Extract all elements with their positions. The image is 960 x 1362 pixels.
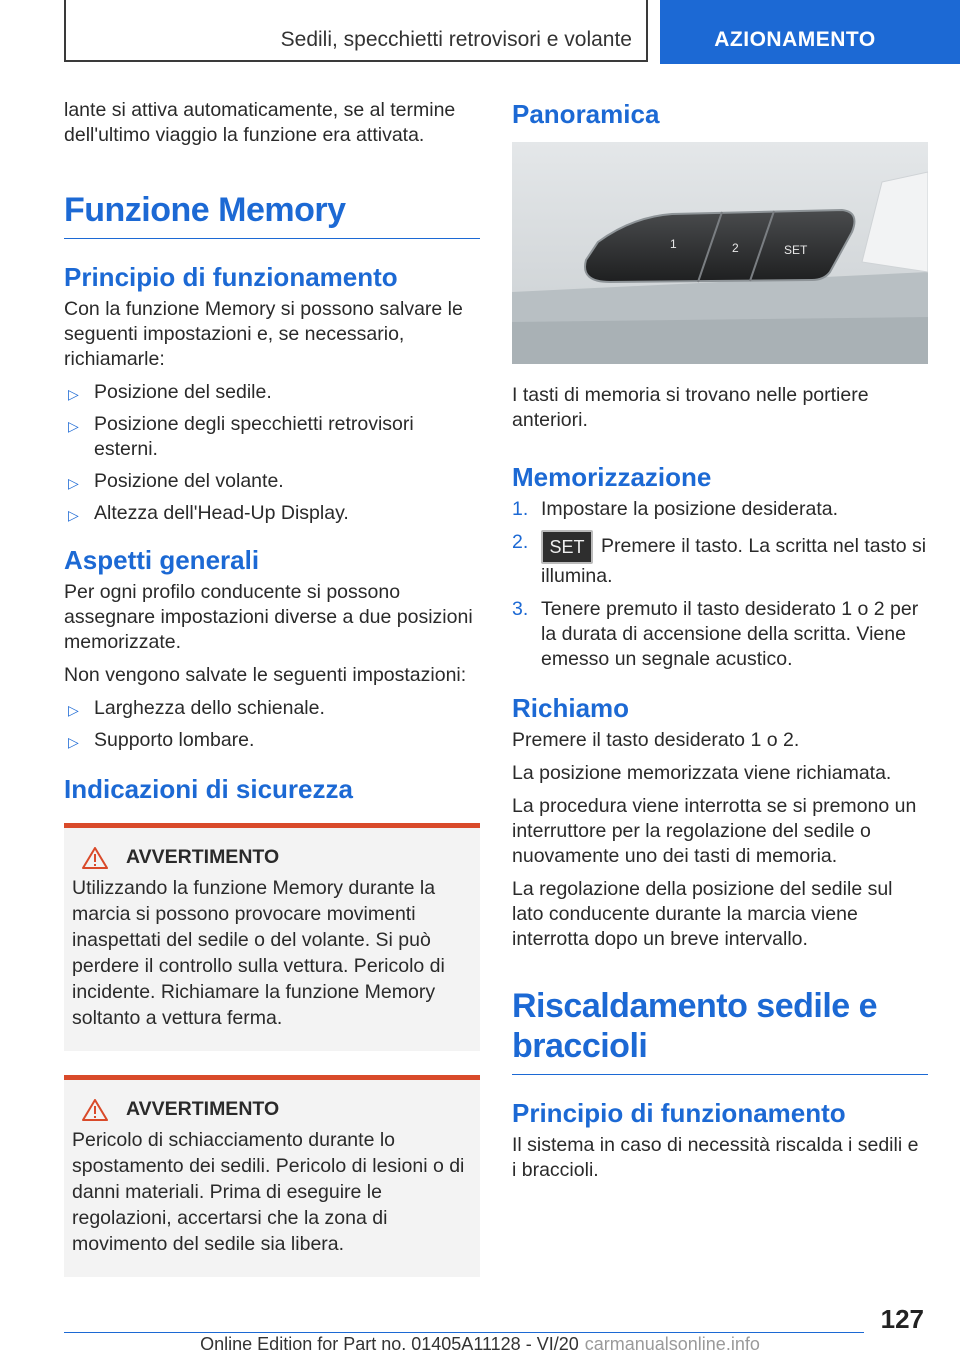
recall-text-2: La posizione memorizzata viene richiamata. (512, 762, 892, 784)
chapter-title: Sedili, specchietti retrovisori e volante (280, 28, 632, 51)
warning-triangle-icon (82, 1099, 108, 1121)
page-number: 127 (880, 1304, 924, 1334)
bullet-triangle-icon: ▷ (68, 507, 79, 523)
heating-principle-heading: Principio di funzionamento (512, 1098, 846, 1128)
bullet-triangle-icon: ▷ (68, 702, 79, 718)
recall-text-3: La procedura viene interrotta se si premono un interruttore per la regolazione del sedile o nuovamente uno dei tasti di memoria. (512, 795, 917, 867)
memory-heading: Funzione Memory (64, 191, 346, 229)
safety-heading: Indicazioni di sicurezza (64, 774, 353, 804)
list-item: 3. Tenere premuto il tasto desiderato 1 o 2 per la durata di accensione della scritta. Viene emesso un segnale acustico. (512, 598, 919, 670)
heating-heading: Riscaldamento sedile e braccioli (512, 987, 878, 1065)
bullet-triangle-icon: ▷ (68, 475, 79, 491)
general-heading: Aspetti generali (64, 545, 260, 575)
warning-box-1 (64, 823, 480, 1051)
recall-text-4: La regolazione della posizione del sedile sul lato conducente durante la marcia viene interrotta dopo un breve intervallo. (512, 878, 893, 950)
recall-text-1: Premere il tasto desiderato 1 o 2. (512, 729, 800, 751)
overview-text: I tasti di memoria si trovano nelle portiere anteriori. (512, 384, 869, 431)
section-tab (660, 0, 960, 64)
footer-rule (64, 1332, 864, 1333)
recall-heading: Richiamo (512, 693, 630, 723)
list-item: ▷ Posizione del volante. (64, 469, 480, 494)
footer-edition: Online Edition for Part no. 01405A11128 - VI/20 carmanualsonline.info (200, 1334, 760, 1354)
list-item: ▷ Posizione del sedile. (64, 380, 480, 405)
photo-button-2-label: 2 (732, 241, 739, 255)
heating-heading-block (512, 986, 928, 1075)
warning-title-2: AVVERTIMENTO (72, 1098, 472, 1121)
store-heading: Memorizzazione (512, 462, 712, 492)
principle-heading: Principio di funzionamento (64, 262, 398, 292)
store-steps (512, 497, 928, 672)
overview-heading: Panoramica (512, 99, 660, 129)
set-button-icon: SET (541, 530, 593, 564)
warning-title-1: AVVERTIMENTO (72, 846, 472, 869)
list-item: ▷ Supporto lombare. (64, 728, 480, 753)
warning-box-2 (64, 1075, 480, 1277)
list-item: 1. Impostare la posizione desiderata. (512, 498, 839, 520)
memory-heading-block (64, 190, 480, 239)
list-item: 2. SET Premere il tasto. La scritta nel tasto si illumina. (512, 531, 927, 587)
left-column (64, 98, 480, 1301)
bullet-triangle-icon: ▷ (68, 418, 79, 434)
bullet-triangle-icon: ▷ (68, 734, 79, 750)
heating-principle-text: Il sistema in caso di necessità riscalda i sedili e i braccioli. (512, 1134, 919, 1181)
list-item: ▷ Altezza dell'Head-Up Display. (64, 501, 480, 526)
photo-button-set-label: SET (784, 243, 808, 257)
general-text-2: Non vengono salvate le seguenti impostazioni: (64, 664, 467, 686)
memory-buttons-photo (512, 142, 928, 364)
warning-text-1: Utilizzando la funzione Memory durante la marcia si possono provocare movimenti inaspettati del sedile o del volante. Si può perdere il controllo sulla vettura. Pericolo di incidente. Richiamare la funzione Memory soltanto a vettura ferma. (72, 877, 445, 1029)
intro-text: lante si attiva automaticamente, se al termine dell'ultimo viaggio la funzione era attivata. (64, 99, 456, 146)
principle-text: Con la funzione Memory si possono salvare le seguenti impostazioni e, se necessario, richiamarle: (64, 298, 463, 370)
footer-watermark: carmanualsonline.info (584, 1334, 760, 1354)
section-tab-label: AZIONAMENTO (714, 28, 876, 51)
bullet-triangle-icon: ▷ (68, 386, 79, 402)
page-header (0, 0, 960, 64)
list-item: ▷ Larghezza dello schienale. (64, 696, 480, 721)
chapter-title-box (64, 0, 648, 62)
warning-text-2: Pericolo di schiacciamento durante lo spostamento dei sedili. Pericolo di lesioni o di danni materiali. Prima di eseguire le regolazioni, accertarsi che la zona di movimento del sedile sia libera. (72, 1129, 465, 1255)
list-item: ▷ Posizione degli specchietti retrovisori esterni. (68, 413, 414, 460)
photo-button-1-label: 1 (670, 237, 677, 251)
general-text-1: Per ogni profilo conducente si possono assegnare impostazioni diverse a due posizioni memorizzate. (64, 581, 473, 653)
warning-triangle-icon (82, 847, 108, 869)
general-list (64, 696, 480, 753)
right-column (512, 98, 928, 1191)
principle-list (64, 380, 480, 526)
